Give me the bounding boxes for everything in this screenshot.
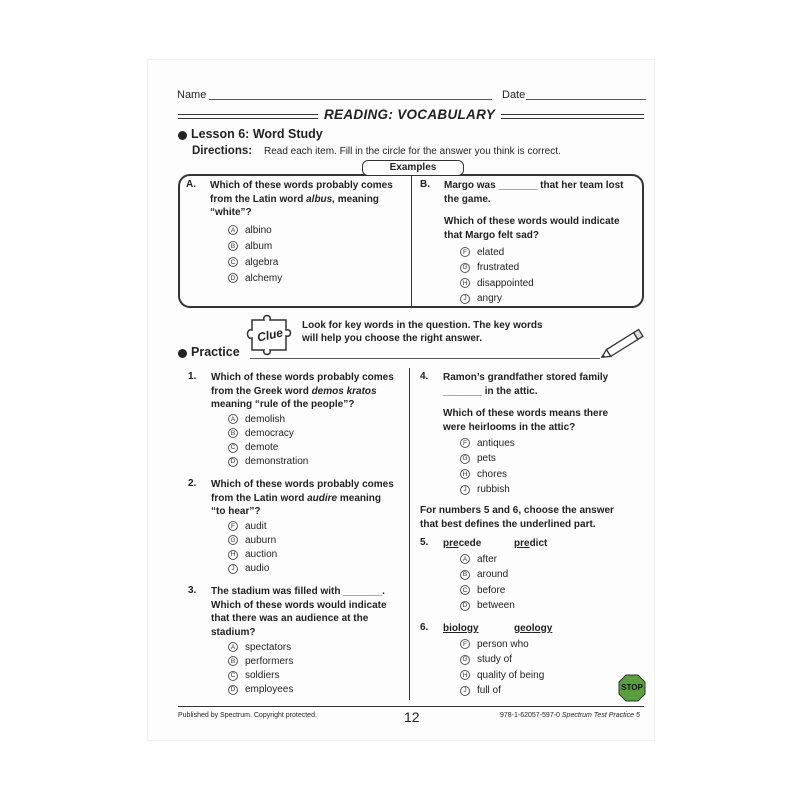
answer-text: study of (477, 654, 513, 665)
footer-copyright: Published by Spectrum. Copyright protected. (178, 712, 317, 719)
answer-option[interactable] (228, 640, 291, 654)
directions-label: Directions: (192, 145, 253, 157)
footer-isbn-number: 978-1-62057-597-0 (500, 712, 562, 719)
answer-bubble[interactable]: A (460, 554, 470, 564)
answer-text: soldiers (245, 670, 280, 682)
answer-text: album (245, 240, 273, 252)
answer-text: person who (477, 638, 529, 650)
answer-text: algebra (245, 256, 279, 268)
clue-badge: Clue (255, 325, 285, 345)
question-2-latin-word: audire (307, 492, 338, 504)
question-2-line-2c: meaning (337, 492, 382, 504)
date-label: Date (502, 89, 526, 101)
answer-text: spectators (245, 641, 292, 653)
question-6-word-1-part-b: logy (458, 623, 479, 634)
example-b-line-4: that Margo felt sad? (444, 229, 540, 241)
question-2-line-2 (211, 492, 411, 506)
answer-option[interactable] (460, 637, 529, 651)
date-line (526, 99, 646, 100)
question-6-word-2 (514, 622, 552, 636)
answer-option[interactable] (228, 519, 267, 533)
question-6-word-2-part-a: geo (514, 623, 532, 634)
question-2-text (211, 478, 411, 519)
answer-text: employees (245, 684, 294, 696)
answer-bubble[interactable]: F (460, 247, 470, 257)
page-title: READING: VOCABULARY (318, 107, 501, 122)
answer-text: full of (477, 685, 501, 696)
question-4-line-2: _______ in the attic. (443, 385, 538, 397)
question-3-line-4: stadium? (211, 626, 256, 638)
lesson-bullet-icon (178, 131, 187, 140)
answer-option[interactable] (228, 548, 277, 562)
answer-option[interactable] (460, 261, 519, 275)
question-5-word-2-rest: dict (529, 538, 548, 549)
answer-option[interactable] (460, 552, 497, 566)
question-2-line-2a: from the Latin word (211, 492, 308, 504)
question-4-text (443, 371, 648, 434)
answer-text: audio (245, 563, 270, 575)
footer-book-title: Spectrum Test Practice 5 (561, 712, 640, 719)
question-6-word-2-part-b: logy (531, 623, 553, 634)
answer-text: disappointed (477, 277, 534, 289)
question-2-number: 2. (188, 478, 197, 489)
question-1-text (211, 371, 411, 412)
question-5-word-2-prefix: pre (514, 538, 530, 549)
answer-text: audit (245, 520, 267, 532)
answer-bubble[interactable]: C (228, 671, 238, 681)
answer-text: chores (477, 468, 508, 480)
answer-option[interactable] (228, 223, 272, 237)
answer-bubble[interactable]: B (228, 241, 238, 251)
answer-text: demonstration (245, 456, 309, 468)
instructions-5-6 (420, 504, 645, 531)
answer-bubble[interactable]: B (228, 428, 238, 438)
question-5-word-1-rest: cede (458, 538, 482, 549)
answer-option[interactable] (228, 654, 293, 668)
question-5-number: 5. (420, 537, 429, 548)
question-4-line-1: Ramon’s grandfather stored family (443, 372, 609, 383)
answer-text: demote (245, 442, 279, 454)
answer-option[interactable] (460, 483, 510, 497)
answer-text: quality of being (477, 669, 545, 681)
answer-text: angry (477, 293, 503, 304)
answer-text: antiques (477, 437, 515, 449)
answer-bubble[interactable]: J (460, 294, 470, 304)
answer-option[interactable] (460, 568, 508, 582)
answer-option[interactable] (228, 533, 276, 547)
answer-option[interactable] (460, 684, 501, 698)
pencil-icon (598, 326, 648, 362)
answer-text: alchemy (245, 272, 283, 284)
example-a-line-2 (210, 193, 410, 207)
answer-option[interactable] (460, 467, 507, 481)
answer-option[interactable] (460, 276, 534, 290)
examples-divider (411, 175, 412, 307)
question-2-line-1: Which of these words probably comes (211, 479, 394, 490)
question-5-word-1-prefix: pre (443, 538, 459, 549)
answer-option[interactable] (460, 292, 502, 306)
answer-option[interactable] (228, 669, 279, 683)
answer-text: democracy (245, 427, 294, 439)
answer-option[interactable] (228, 239, 272, 253)
stop-label: STOP (621, 683, 643, 692)
answer-text: albino (245, 224, 272, 236)
answer-text: frustrated (477, 262, 520, 273)
answer-bubble[interactable]: D (228, 273, 238, 283)
answer-bubble[interactable]: F (460, 639, 470, 649)
answer-bubble[interactable]: C (228, 443, 238, 453)
answer-option[interactable] (228, 255, 278, 269)
instructions-line-1: For numbers 5 and 6, choose the answer (420, 505, 614, 516)
examples-label: Examples (362, 160, 464, 176)
answer-bubble[interactable]: A (228, 225, 238, 235)
question-1-line-3: meaning “rule of the people”? (211, 399, 355, 410)
example-b-question (444, 179, 644, 242)
question-4-line-4: were heirlooms in the attic? (443, 421, 576, 433)
question-3-text (211, 585, 411, 639)
question-5-word-1 (443, 537, 481, 551)
clue-line-1: Look for key words in the question. The key words (302, 320, 543, 331)
answer-bubble[interactable]: G (460, 263, 470, 273)
question-1-greek-word: demos kratos (311, 385, 377, 397)
question-4-number: 4. (420, 371, 429, 382)
answer-bubble[interactable]: D (228, 685, 238, 695)
question-1-line-1: Which of these words probably comes (211, 372, 394, 383)
question-6-word-1-part-a: bio (443, 623, 458, 634)
clue-line-2: will help you choose the right answer. (302, 333, 483, 344)
answer-bubble[interactable]: G (460, 454, 470, 464)
question-4-line-3: Which of these words means there (443, 408, 609, 419)
answer-text: after (477, 553, 498, 565)
example-b-line-2: the game. (444, 193, 491, 205)
question-3-line-1: The stadium was filled with _______. (211, 586, 385, 597)
example-a-line-1: Which of these words probably comes (210, 180, 393, 191)
example-a-number: A. (186, 179, 196, 190)
answer-text: performers (245, 655, 294, 667)
answer-option[interactable] (228, 271, 282, 285)
question-1-line-2a: from the Greek word (211, 385, 312, 397)
answer-option[interactable] (228, 455, 308, 469)
answer-bubble[interactable]: J (228, 564, 238, 574)
footer-isbn (500, 712, 640, 719)
answer-text: around (477, 569, 509, 580)
answer-option[interactable] (460, 436, 515, 450)
example-b-number: B. (420, 179, 430, 190)
practice-bullet-icon (178, 349, 187, 358)
question-6-word-1 (443, 622, 479, 636)
answer-option[interactable] (460, 668, 544, 682)
page-number: 12 (404, 709, 420, 725)
answer-bubble[interactable]: G (460, 655, 470, 665)
example-a-question (210, 179, 410, 220)
answer-bubble[interactable]: G (228, 535, 238, 545)
answer-text: elated (477, 246, 505, 258)
practice-title: Practice (191, 345, 240, 359)
answer-option[interactable] (228, 562, 269, 576)
instructions-line-2: that best defines the underlined part. (420, 518, 596, 530)
answer-bubble[interactable]: D (228, 457, 238, 467)
answer-bubble[interactable]: H (460, 278, 470, 288)
answer-text: auction (245, 549, 278, 561)
example-a-line-3: “white”? (210, 207, 252, 218)
answer-text: between (477, 600, 515, 611)
example-a-line-2c: meaning (335, 193, 379, 205)
answer-bubble[interactable]: C (460, 585, 470, 595)
answer-bubble[interactable]: F (460, 438, 470, 448)
answer-option[interactable] (460, 653, 512, 667)
question-1-number: 1. (188, 371, 197, 382)
example-a-latin-word: albus, (306, 193, 336, 205)
answer-option[interactable] (460, 452, 496, 466)
question-3-line-2: Which of these words would indicate (211, 599, 387, 611)
answer-bubble[interactable]: A (228, 642, 238, 652)
answer-text: rubbish (477, 484, 510, 495)
answer-bubble[interactable]: J (460, 686, 470, 696)
answer-text: before (477, 584, 506, 596)
answer-text: auburn (245, 534, 277, 546)
footer-rule (178, 706, 644, 707)
question-6-number: 6. (420, 622, 429, 633)
answer-option[interactable] (460, 599, 515, 613)
answer-bubble[interactable]: H (228, 550, 238, 560)
answer-bubble[interactable]: F (228, 521, 238, 531)
question-2-line-3: “to hear”? (211, 506, 261, 517)
answer-option[interactable] (228, 426, 294, 440)
question-3-line-3: that there was an audience at the (211, 613, 369, 624)
answer-bubble[interactable]: H (460, 469, 470, 479)
question-3-number: 3. (188, 585, 197, 596)
answer-bubble[interactable]: B (228, 656, 238, 666)
answer-text: pets (477, 453, 496, 464)
example-a-line-2a: from the Latin word (210, 193, 307, 205)
answer-option[interactable] (228, 441, 278, 455)
name-label: Name (177, 89, 207, 101)
answer-option[interactable] (228, 683, 293, 697)
example-b-line-3: Which of these words would indicate (444, 216, 620, 227)
answer-bubble[interactable]: C (228, 257, 238, 267)
answer-bubble[interactable]: H (460, 670, 470, 680)
practice-rule (250, 358, 600, 359)
answer-option[interactable] (228, 412, 285, 426)
example-b-line-1: Margo was _______ that her team lost (444, 180, 624, 191)
question-5-word-2 (514, 537, 547, 551)
answer-option[interactable] (460, 583, 505, 597)
answer-bubble[interactable]: B (460, 570, 470, 580)
directions-text: Read each item. Fill in the circle for the answer you think is correct. (264, 146, 561, 157)
answer-text: demolish (245, 413, 286, 425)
practice-column-divider (409, 368, 410, 700)
answer-bubble[interactable]: A (228, 414, 238, 424)
answer-bubble[interactable]: J (460, 485, 470, 495)
answer-bubble[interactable]: D (460, 601, 470, 611)
lesson-title: Lesson 6: Word Study (191, 127, 323, 141)
answer-option[interactable] (460, 245, 504, 259)
name-line (209, 99, 492, 100)
question-1-line-2 (211, 385, 411, 399)
